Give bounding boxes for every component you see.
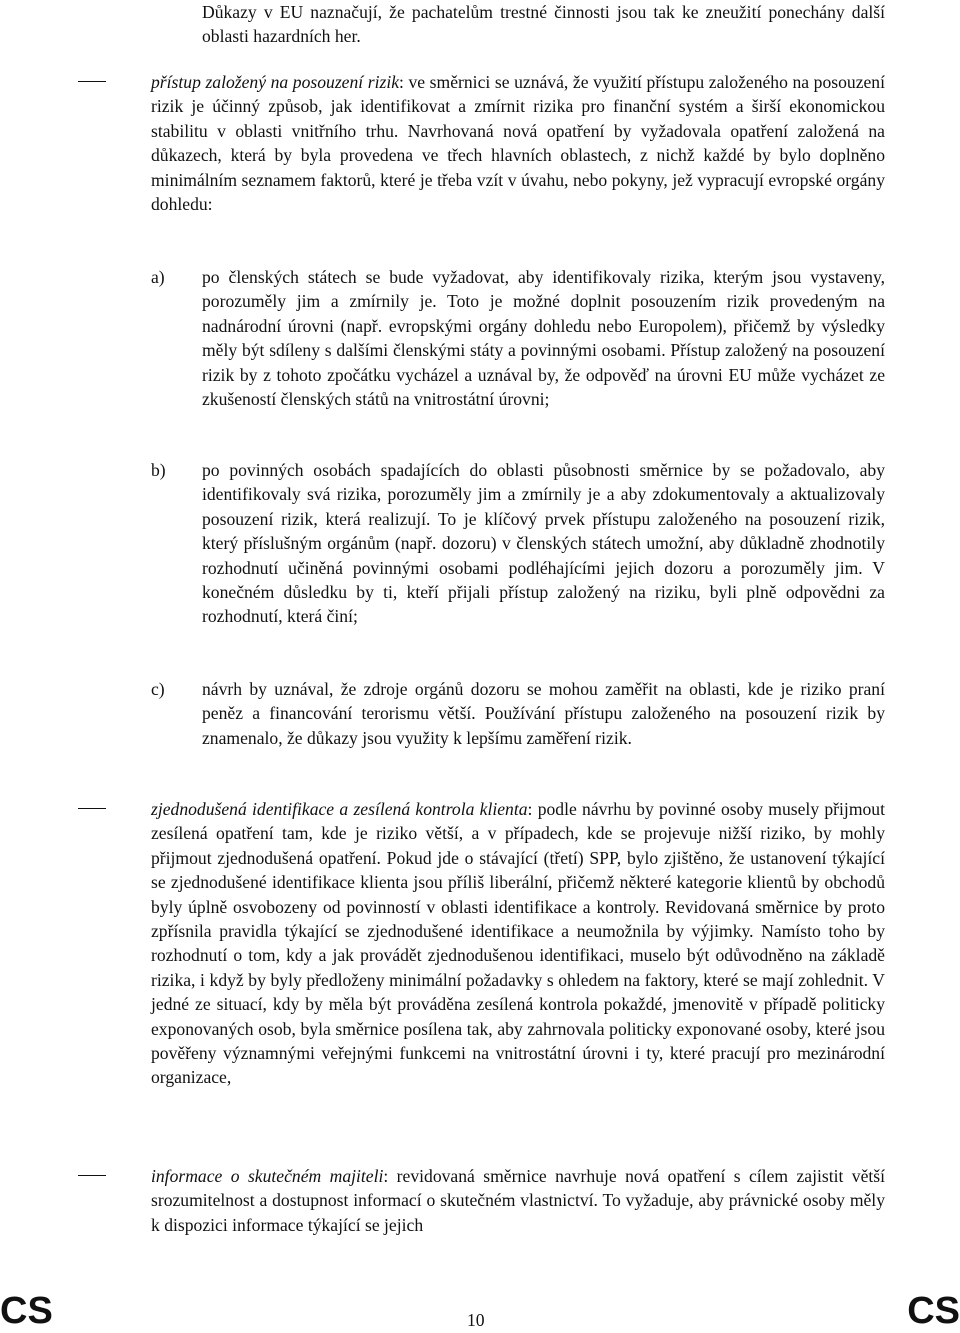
bullet-body: : revidovaná směrnice navrhuje nová opatření s cílem zajistit větší srozumitelnost a dostupnost informací o skutečném vlastnictví. To vyžaduje, aby právnické osoby měly k dispozici informace týkající se jejich xyxy=(151,1166,886,1235)
sub-item-marker: a) xyxy=(151,267,165,287)
intro-paragraph: Důkazy v EU naznačují, že pachatelům trestné činnosti jsou tak ke zneužití ponechány další oblasti hazardních her. xyxy=(202,2,885,47)
bullet-text xyxy=(151,70,885,216)
sub-item-text: po povinných osobách spadajících do oblasti působnosti směrnice by se požadovalo, aby identifikovaly svá rizika, porozuměly jim a zmírnily je a aby zdokumentovaly a aktualizovaly posouzení rizik, která realizují. To je klíčový prvek přístupu založeného na posouzení rizik, který příslušným orgánům (např. dozoru) v členských státech umožní, aby důkladně zhodnotily rozhodnutí učiněná povinnými osobami podléhajícími jejich dozoru a porozuměly jim. V konečném důsledku by ti, kteří přijali přístup založený na riziku, byli plně odpovědni za rozhodnutí, která činí; xyxy=(202,460,885,627)
bullet-lead: informace o skutečném majiteli xyxy=(151,1166,384,1186)
bullet-body: : ve směrnici se uznává, že využití přístupu založeného na posouzení rizik je účinný způsob, jak identifikovat a zmírnit rizika pro finanční systém a širší ekonomickou stabilitu v oblasti vnitřního trhu. Navrhovaná nová opatření by vyžadovala opatření založená na důkazech, která by byla provedena ve třech hlavních oblastech, z nichž každé by bylo doplněno minimálním seznamem faktorů, které je třeba vzít v úvahu, nebo pokyny, jež vypracují evropské orgány dohledu: xyxy=(151,72,885,215)
footer-language-code-left: CS xyxy=(0,1290,53,1332)
sub-item-text: návrh by uznával, že zdroje orgánů dozoru se mohou zaměřit na oblasti, kde je riziko praní peněz a financování terorismu větší. Používání přístupu založeného na posouzení rizik by znamenalo, že důkazy jsou využity k lepšímu zaměření rizik. xyxy=(202,679,885,748)
sub-item-marker: b) xyxy=(151,460,166,480)
dash-bullet xyxy=(78,808,106,809)
dash-bullet xyxy=(78,81,106,82)
sub-item-marker: c) xyxy=(151,679,165,699)
bullet-lead: přístup založený na posouzení rizik xyxy=(151,72,400,92)
page-number: 10 xyxy=(467,1310,485,1330)
bullet-text xyxy=(151,1164,885,1237)
bullet-text xyxy=(151,797,885,1090)
dash-bullet xyxy=(78,1175,106,1176)
bullet-body: : podle návrhu by povinné osoby musely přijmout zesílená opatření tam, kde je riziko větší, a v případech, kde se projevuje nižší riziko, by mohly přijmout zjednodušená opatření. Pokud jde o stávající (třetí) SPP, bylo zjištěno, že ustanovení týkající se zjednodušené identifikace klienta jsou příliš liberální, přičemž některé kategorie klientů by obchodů byly úplně osvobozeny od povinností v oblasti identifikace a kontroly. Revidovaná směrnice by proto zpřísnila pravidla týkající se zjednodušené identifikace a neumožnila by výjimky. Namísto toho by rozhodnutí o tom, kdy a jak provádět zjednodušenou identifikaci, muselo být odůvodněno na základě rizika, i když by byly předloženy minimální požadavky s ohledem na faktory, které se mají zohlednit. V jedné ze situací, kdy by měla být prováděna zesílená kontrola pokaždé, jmenovitě v případě politicky exponovaných osob, byla směrnice posílena tak, aby zahrnovala politicky exponované osoby, které jsou pověřeny významnými veřejnými funkcemi na vnitrostátní úrovni i ty, které pracují pro mezinárodní organizace, xyxy=(151,799,885,1088)
sub-item-text: po členských státech se bude vyžadovat, aby identifikovaly rizika, kterým jsou vystaveny, porozuměly jim a zmírnily je. Toto je možné doplnit posouzením rizik provedeným na nadnárodní úrovni (např. evropskými orgány dohledu nebo Europolem), přičemž by výsledky měly být sdíleny s dalšími členskými státy a povinnými osobami. Přístup založený na posouzení rizik by z tohoto zpočátku vycházel a uznával by, že odpověď na úrovni EU může vycházet ze zkušeností členských států na vnitrostátní úrovni; xyxy=(202,267,885,410)
bullet-lead: zjednodušená identifikace a zesílená kontrola klienta xyxy=(151,799,528,819)
footer-language-code-right: CS xyxy=(907,1290,960,1332)
